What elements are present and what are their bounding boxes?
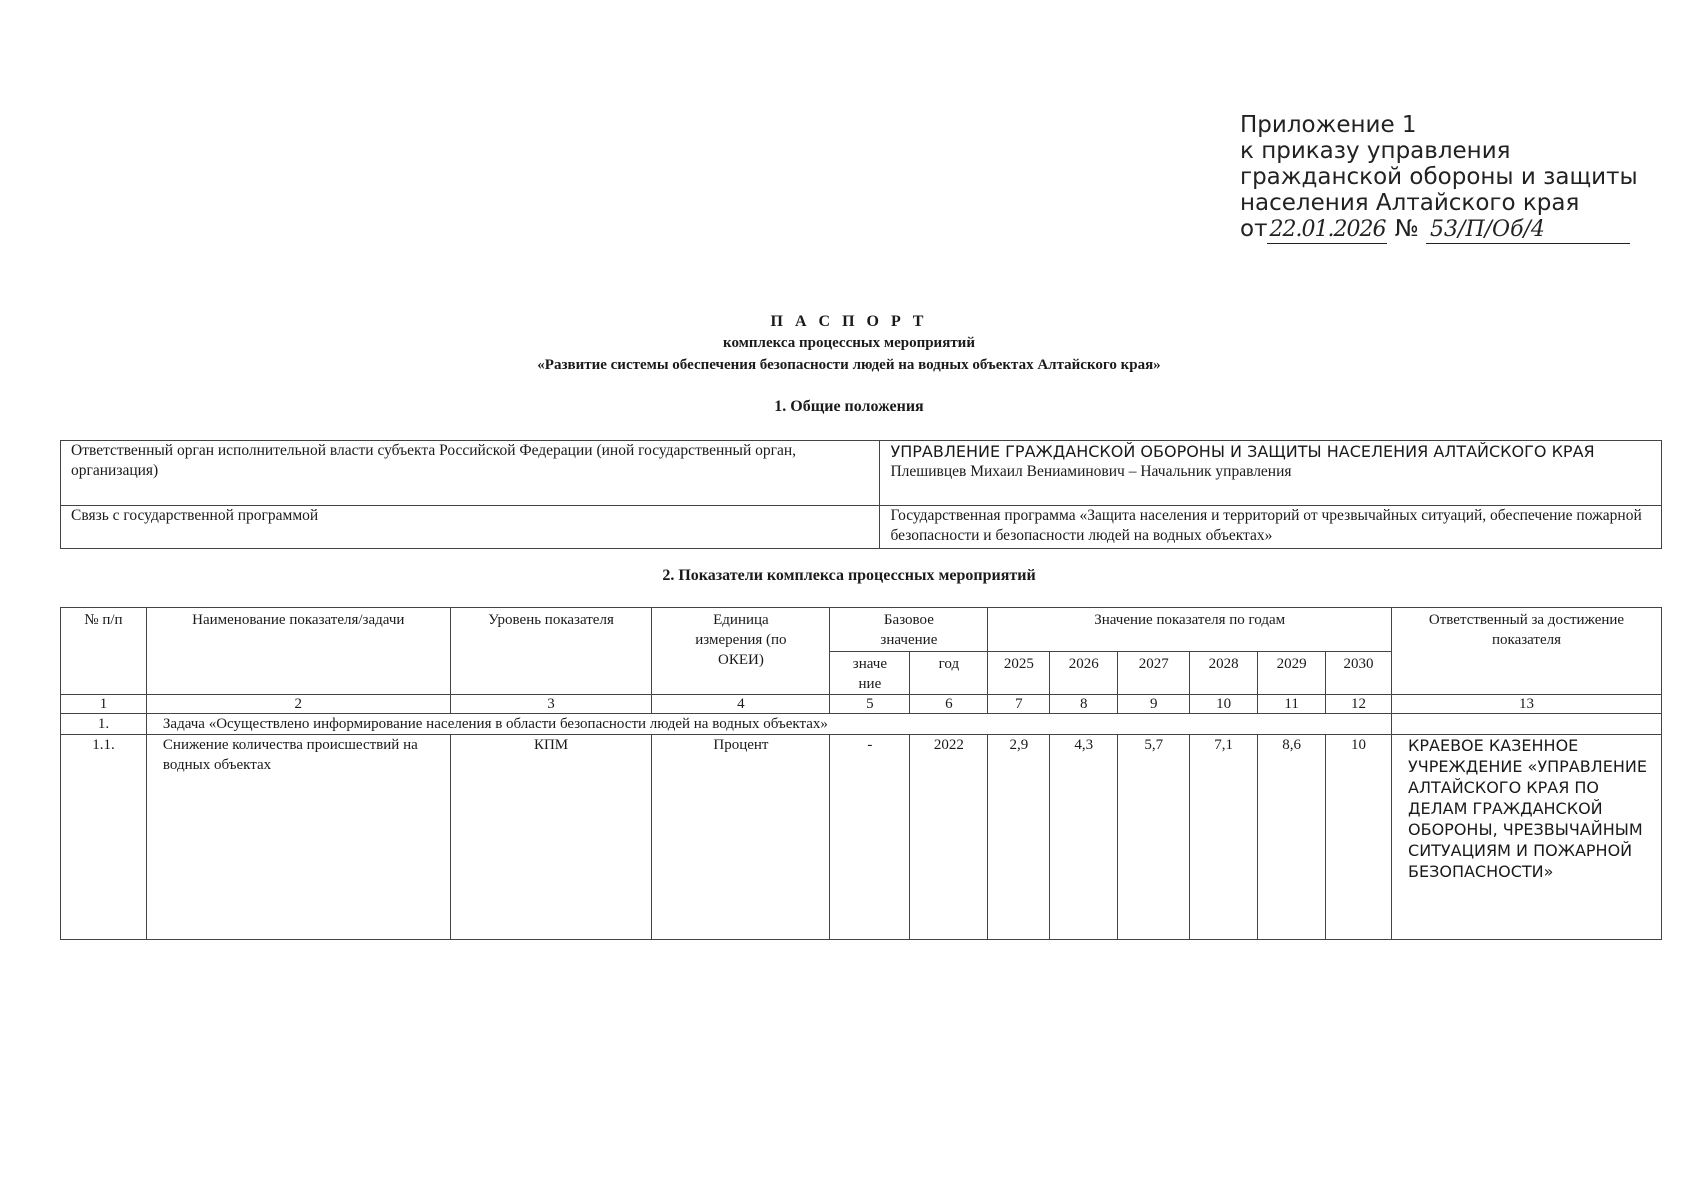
responsible-head: Плешивцев Михаил Вениаминович – Начальник управления [890,463,1292,480]
indicator-row [61,735,1662,940]
col-header-level: Уровень показателя [450,608,652,695]
col-header-year: 2027 [1118,651,1190,695]
indicator-value: 4,3 [1050,735,1118,940]
header-row [61,608,1662,652]
task-num: 1. [61,714,147,735]
col-number: 9 [1118,695,1190,714]
col-header-year: 2029 [1258,651,1326,695]
complex-name: «Развитие системы обеспечения безопасности людей на водных объектах Алтайского края» [537,357,1161,373]
col-number: 6 [910,695,988,714]
indicator-responsible: КРАЕВОЕ КАЗЕННОЕ УЧРЕЖДЕНИЕ «УПРАВЛЕНИЕ АЛТАЙСКОГО КРАЯ ПО ДЕЛАМ ГРАЖДАНСКОЙ ОБОРОНЫ, ЧРЕЗВЫЧАЙНЫМ СИТУАЦИЯМ И ПОЖАРНОЙ БЕЗОПАСНОСТИ» [1392,735,1662,940]
indicator-value: 7,1 [1190,735,1258,940]
indicator-value: 2,9 [988,735,1050,940]
general-provisions-table [60,440,1662,549]
order-date-number [1240,216,1660,244]
general-value [880,441,1662,506]
col-number: 3 [450,695,652,714]
appendix-line-3: гражданской обороны и защиты [1240,164,1638,190]
number-prefix: № [1394,216,1419,242]
indicator-unit: Процент [652,735,830,940]
general-row [61,506,1662,549]
col-number: 2 [146,695,450,714]
section-1-heading: 1. Общие положения [774,398,924,415]
col-number: 1 [61,695,147,714]
general-value: Государственная программа «Защита населения и территорий от чрезвычайных ситуаций, обеспечение пожарной безопасности и безопасности людей на водных объектах» [880,506,1662,549]
indicator-level: КПМ [450,735,652,940]
col-header-years-group: Значение показателя по годам [988,608,1392,652]
appendix-block [1240,112,1660,244]
col-header-unit: Единица измерения (по ОКЕИ) [652,608,830,695]
col-number: 8 [1050,695,1118,714]
col-header-name: Наименование показателя/задачи [146,608,450,695]
col-number: 4 [652,695,830,714]
col-header-year: 2028 [1190,651,1258,695]
section-2-heading: 2. Показатели комплекса процессных мероприятий [662,567,1036,584]
order-number: 53/П/Об/4 [1426,217,1630,244]
col-number: 7 [988,695,1050,714]
indicator-base-value: - [830,735,910,940]
order-date: 22.01.2026 [1267,217,1387,244]
appendix-line-4: населения Алтайского края [1240,190,1580,216]
col-number: 11 [1258,695,1326,714]
col-header-base-year: год [910,651,988,695]
col-header-year: 2025 [988,651,1050,695]
task-empty-cell [1392,714,1662,735]
col-header-num: № п/п [61,608,147,695]
col-header-year: 2030 [1326,651,1392,695]
column-numbers-row [61,695,1662,714]
general-label: Связь с государственной программой [61,506,880,549]
col-number: 5 [830,695,910,714]
indicator-name: Снижение количества происшествий на водных объектах [146,735,450,940]
appendix-line-1: Приложение 1 [1240,112,1417,138]
passport-title: П А С П О Р Т [770,313,928,330]
date-prefix: от [1240,216,1268,242]
passport-subtitle: комплекса процессных мероприятий [723,335,975,351]
indicators-table [60,607,1662,940]
appendix-line-2: к приказу управления [1240,138,1511,164]
indicator-base-year: 2022 [910,735,988,940]
col-number: 12 [1326,695,1392,714]
col-header-responsible: Ответственный за достижение показателя [1392,608,1662,695]
col-number: 10 [1190,695,1258,714]
indicator-value: 8,6 [1258,735,1326,940]
indicator-num: 1.1. [61,735,147,940]
task-row [61,714,1662,735]
col-header-base: Базовое значение [830,608,988,652]
indicator-value: 5,7 [1118,735,1190,940]
col-header-year: 2026 [1050,651,1118,695]
general-row [61,441,1662,506]
task-text: Задача «Осуществлено информирование населения в области безопасности людей на водных объектах» [146,714,1391,735]
col-header-base-value: значе ние [830,651,910,695]
col-number: 13 [1392,695,1662,714]
indicator-value: 10 [1326,735,1392,940]
general-label: Ответственный орган исполнительной власти субъекта Российской Федерации (иной государственный орган, организация) [61,441,880,506]
responsible-body: УПРАВЛЕНИЕ ГРАЖДАНСКОЙ ОБОРОНЫ И ЗАЩИТЫ НАСЕЛЕНИЯ АЛТАЙСКОГО КРАЯ [890,442,1595,461]
